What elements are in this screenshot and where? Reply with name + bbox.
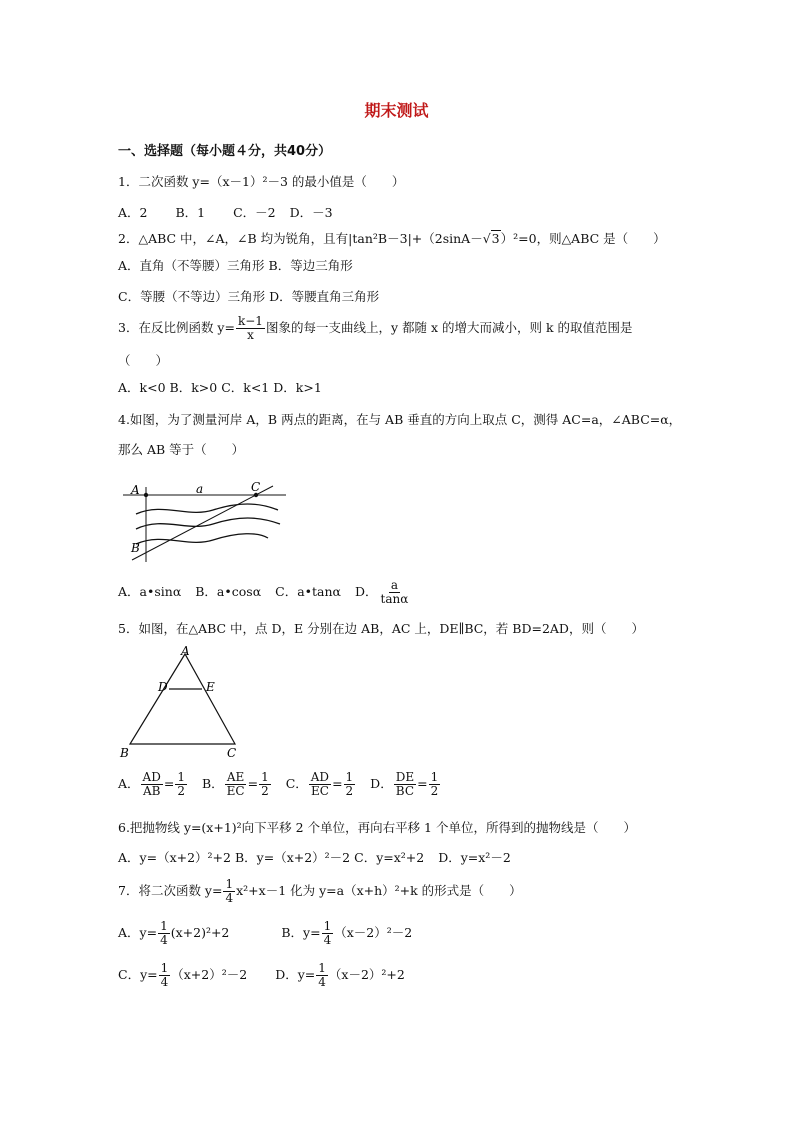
triangle-abc bbox=[130, 654, 235, 744]
q6-options bbox=[118, 848, 511, 866]
q7-option-b-label: B．y= bbox=[281, 925, 321, 940]
q7-option-d-label: D．y= bbox=[275, 967, 316, 982]
label-d: D bbox=[158, 680, 168, 694]
q5-option-c: C． $\frac{AD}{EC}$ = $\frac{1}{2}$ bbox=[285, 770, 354, 798]
q7-option-c-den: 4 bbox=[160, 975, 169, 989]
label-c: C bbox=[227, 746, 237, 760]
q3-option-a: A．k<0 bbox=[118, 380, 166, 395]
q1-option-a: A．2 bbox=[118, 205, 148, 220]
q5-option-a: A． $\frac{AD}{AB}$ = $\frac{1}{2}$ bbox=[118, 770, 185, 798]
q3-frac-num: k−1 bbox=[237, 314, 263, 328]
q7-option-a-fraction bbox=[158, 920, 170, 947]
q3-stem-post: 图象的每一支曲线上，y 都随 x 的增大而减小，则 k 的取值范围是 bbox=[265, 320, 633, 335]
q4-option-a: A．a•sinα bbox=[118, 584, 182, 599]
q1-option-c: C．－2 bbox=[233, 205, 276, 220]
q5-option-a-den: AB bbox=[142, 784, 161, 798]
q5-option-d-den: BC bbox=[395, 784, 415, 798]
q5-option-b-val-den: 2 bbox=[261, 784, 269, 798]
q3-fraction bbox=[236, 315, 265, 342]
q7-option-d-tail: （x－2）²+2 bbox=[328, 967, 405, 982]
label-b: B bbox=[120, 746, 129, 760]
q4-options bbox=[118, 579, 411, 606]
q7-option-b-num: 1 bbox=[323, 919, 332, 933]
line-bc bbox=[132, 486, 273, 560]
label-side-a: a bbox=[196, 482, 204, 496]
point-a bbox=[144, 493, 148, 497]
q7-option-a-num: 1 bbox=[160, 919, 168, 933]
q5-option-d-val-den: 2 bbox=[430, 784, 439, 798]
q5-option-b-den: EC bbox=[226, 784, 245, 798]
q5-option-c-value bbox=[344, 771, 356, 798]
q5-option-d-label: D． bbox=[370, 776, 393, 791]
label-b: B bbox=[131, 541, 140, 555]
q7-options-row2 bbox=[118, 962, 405, 989]
q4-option-d: D． bbox=[354, 584, 378, 599]
section-heading: 一、选择题（每小题４分，共40分） bbox=[118, 144, 332, 159]
q5-option-a-num: AD bbox=[142, 770, 161, 784]
q5-option-b-value bbox=[259, 771, 271, 798]
q4-stem-line1: 4.如图，为了测量河岸 A，B 两点的距离，在与 AB 垂直的方向上取点 C，测得 AC=a，∠ABC=α， bbox=[118, 412, 682, 427]
q5-option-a-value bbox=[175, 771, 187, 798]
sqrt-icon: √ bbox=[482, 231, 491, 246]
q7-option-a-label: A．y= bbox=[118, 925, 158, 940]
wave-1 bbox=[136, 504, 278, 514]
river-figure bbox=[118, 474, 298, 568]
q2-stem-post: ）²=0，则△ABC 是（ ） bbox=[500, 231, 666, 246]
q7-option-c-num: 1 bbox=[160, 961, 169, 975]
label-e: E bbox=[206, 680, 215, 694]
q7-option-c-tail: （x+2）²－2 bbox=[171, 967, 248, 982]
q4-option-c: C．a•tanα bbox=[275, 584, 341, 599]
q2-options-row1 bbox=[118, 256, 353, 274]
q7-options-row1 bbox=[118, 920, 412, 947]
q7-option-d-fraction bbox=[316, 962, 328, 989]
q3-stem-pre: 3．在反比例函数 y= bbox=[118, 320, 235, 335]
q7-option-a bbox=[118, 919, 230, 947]
q4-stem-line2: 那么 AB 等于（ ） bbox=[118, 442, 245, 457]
q2-root: 3 bbox=[491, 231, 500, 246]
q2-stem bbox=[118, 229, 666, 247]
q5-option-b-label: B． bbox=[201, 776, 224, 791]
q7-option-b-den: 4 bbox=[323, 933, 332, 947]
q4-option-d-num: a bbox=[390, 578, 398, 592]
q3-paren: （ ） bbox=[118, 353, 169, 368]
q5-option-c-num: AD bbox=[310, 770, 330, 784]
q5-option-d-ratio bbox=[394, 771, 416, 798]
q1-option-d: D．－3 bbox=[289, 205, 333, 220]
q7-option-c bbox=[118, 961, 248, 989]
q6-option-c: C．y=x²+2 bbox=[354, 850, 425, 865]
q7-stem-pre: 7．将二次函数 y= bbox=[118, 883, 223, 898]
q5-options bbox=[118, 771, 441, 798]
triangle-figure bbox=[118, 643, 248, 761]
label-a: A bbox=[131, 483, 140, 497]
q5-option-d-num: DE bbox=[395, 770, 415, 784]
q7-option-b bbox=[281, 919, 413, 947]
q5-option-a-val-den: 2 bbox=[177, 784, 185, 798]
q4-option-b: B．a•cosα bbox=[195, 584, 262, 599]
q5-option-c-ratio bbox=[309, 771, 331, 798]
q7-option-d bbox=[275, 961, 405, 989]
q7-fraction bbox=[223, 878, 235, 905]
q3-options bbox=[118, 378, 322, 396]
q5-option-c-label: C． bbox=[285, 776, 308, 791]
label-a: A bbox=[181, 644, 190, 658]
q5-option-b-num: AE bbox=[226, 770, 245, 784]
q7-frac-den: 4 bbox=[225, 891, 234, 905]
q1-options bbox=[118, 203, 333, 221]
q6-option-b: B．y=（x+2）²－2 bbox=[234, 850, 351, 865]
q5-option-b-val-num: 1 bbox=[261, 770, 269, 784]
q3-option-c: C．k<1 bbox=[221, 380, 270, 395]
q2-option-c: C．等腰（不等边）三角形 bbox=[118, 289, 266, 304]
q5-option-b: B． $\frac{AE}{EC}$ = $\frac{1}{2}$ bbox=[201, 770, 269, 798]
q5-option-c-val-den: 2 bbox=[345, 784, 354, 798]
q5-option-d-val-num: 1 bbox=[430, 770, 439, 784]
q5-stem: 5．如图，在△ABC 中，点 D，E 分别在边 AB，AC 上，DE∥BC，若 BD=2AD，则（ ） bbox=[118, 621, 644, 636]
wave-3 bbox=[136, 534, 268, 544]
q3-option-b: B．k>0 bbox=[169, 380, 218, 395]
q7-option-c-label: C．y= bbox=[118, 967, 158, 982]
q7-option-d-num: 1 bbox=[318, 961, 326, 975]
q5-option-a-val-num: 1 bbox=[177, 770, 185, 784]
q5-option-d: D． $\frac{DE}{BC}$ = $\frac{1}{2}$ bbox=[370, 770, 439, 798]
q3-option-d: D．k>1 bbox=[273, 380, 322, 395]
q5-option-d-value bbox=[429, 771, 441, 798]
q5-option-b-ratio bbox=[225, 771, 247, 798]
q7-option-b-tail: （x－2）²－2 bbox=[334, 925, 413, 940]
q1-stem: 1．二次函数 y=（x－1）²－3 的最小值是（ ） bbox=[118, 174, 405, 189]
q7-option-a-tail: (x+2)²+2 bbox=[170, 925, 230, 940]
q5-option-a-label: A． bbox=[118, 776, 140, 791]
label-c: C bbox=[251, 480, 261, 494]
q7-stem-post: x²+x－1 化为 y=a（x+h）²+k 的形式是（ ） bbox=[236, 883, 522, 898]
q7-option-c-fraction bbox=[159, 962, 171, 989]
q6-option-d: D．y=x²－2 bbox=[438, 850, 511, 865]
q3-frac-den: x bbox=[247, 328, 254, 342]
q2-stem-pre: 2．△ABC 中，∠A，∠B 均为锐角，且有|tan²B－3|+（2sinA－ bbox=[118, 231, 483, 246]
q7-frac-num: 1 bbox=[225, 877, 234, 891]
q2-option-a: A．直角（不等腰）三角形 bbox=[118, 258, 265, 273]
q6-option-a: A．y=（x+2）²+2 bbox=[118, 850, 231, 865]
q7-option-b-fraction bbox=[322, 920, 334, 947]
q3-stem bbox=[118, 315, 633, 342]
q7-option-d-den: 4 bbox=[318, 975, 326, 989]
q4-option-d-fraction bbox=[379, 579, 411, 606]
q2-option-b: B．等边三角形 bbox=[268, 258, 353, 273]
q5-option-c-val-num: 1 bbox=[345, 770, 354, 784]
page-title: 期末测试 bbox=[364, 101, 429, 120]
q2-options-row2 bbox=[118, 287, 379, 305]
q7-stem bbox=[118, 878, 522, 905]
q4-option-d-den: tanα bbox=[380, 592, 409, 606]
q5-option-c-den: EC bbox=[310, 784, 329, 798]
q7-option-a-den: 4 bbox=[160, 933, 168, 947]
q5-option-a-ratio bbox=[141, 771, 163, 798]
q6-stem: 6.把抛物线 y=(x+1)²向下平移 2 个单位，再向右平移 1 个单位，所得到的抛物线是（ ） bbox=[118, 820, 636, 835]
q1-option-b: B．1 bbox=[175, 205, 206, 220]
q2-option-d: D．等腰直角三角形 bbox=[269, 289, 380, 304]
